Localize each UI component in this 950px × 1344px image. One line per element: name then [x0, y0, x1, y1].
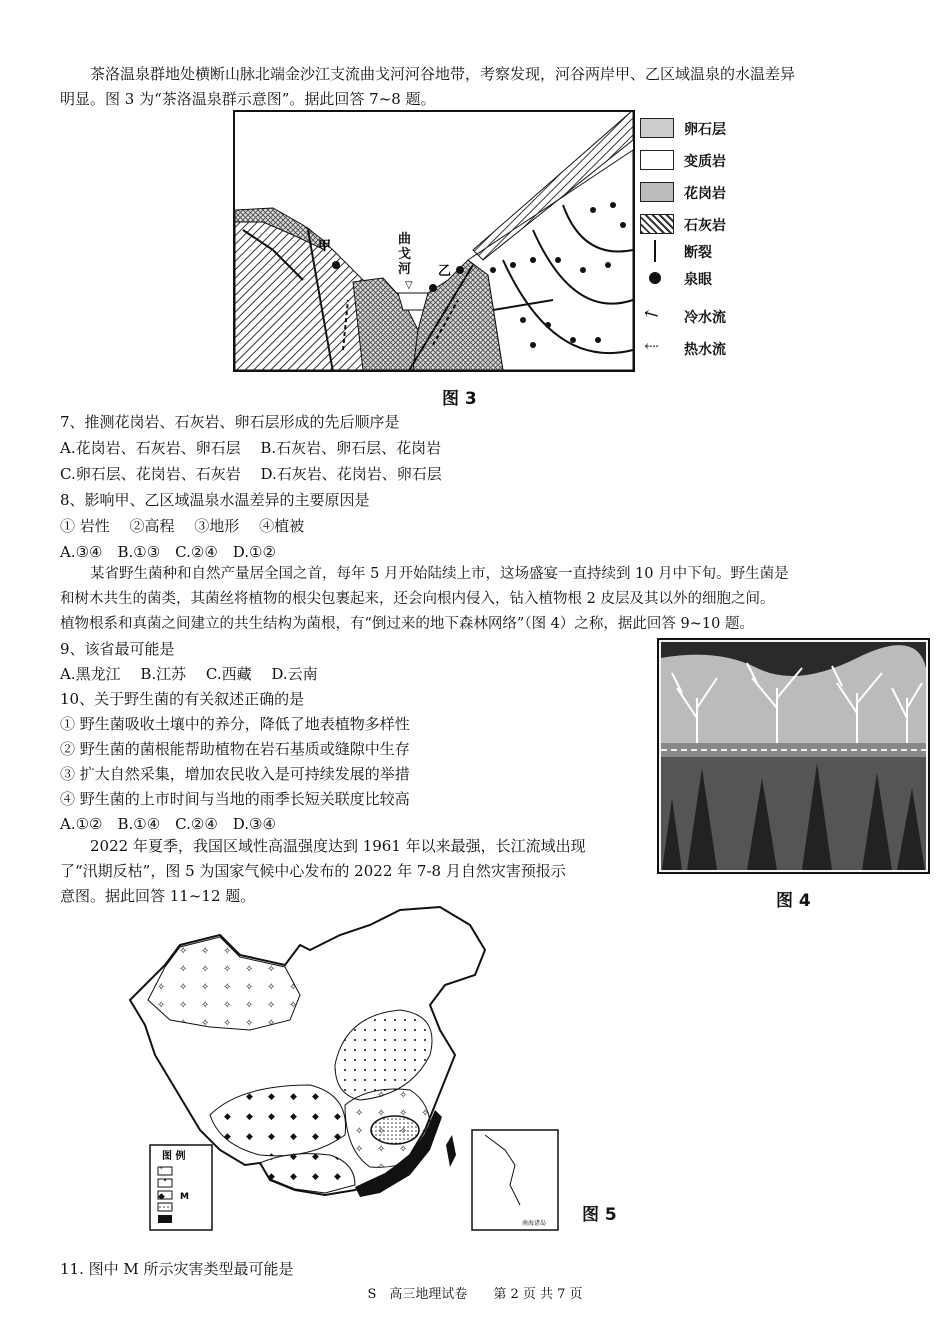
q11-stem: 11. 图中 M 所示灾害类型最可能是 — [60, 1260, 294, 1278]
legend-metamorphic-swatch — [640, 150, 674, 170]
q7-options-row1: A.花岗岩、石灰岩、卵石层 B.石灰岩、卵石层、花岗岩 — [60, 439, 442, 457]
fig5-legend-title: 图 例 — [162, 1151, 186, 1162]
legend-cold-flow: 冷水流 — [684, 310, 726, 326]
intro1-line2: 明显。图 3 为“茶洛温泉群示意图”。据此回答 7~8 题。 — [60, 90, 436, 108]
q10-options: A.①② B.①④ C.②④ D.③④ — [60, 815, 276, 833]
figure-3-diagram — [233, 110, 635, 372]
cold-flow-arrow-icon: ↖ — [639, 301, 664, 328]
fig3-jia-label: 甲 — [318, 239, 332, 254]
q10-statement-2: ② 野生菌的菌根能帮助植物在岩石基质或缝隙中生存 — [60, 740, 410, 758]
page-footer: S 高三地理试卷 第 2 页 共 7 页 — [367, 1287, 583, 1302]
q10-stem: 10、关于野生菌的有关叙述正确的是 — [60, 690, 305, 708]
intro2-line1: 某省野生菌种和自然产量居全国之首，每年 5 月开始陆续上市，这场盛宴一直持续到 10 月中下旬。野生菌是 — [90, 566, 789, 582]
q8-options: A.③④ B.①③ C.②④ D.①② — [60, 543, 276, 561]
intro3-line2: 了“汛期反枯”，图 5 为国家气候中心发布的 2022 年 7-8 月自然灾害预报示 — [60, 862, 566, 880]
legend-metamorphic: 变质岩 — [684, 154, 726, 170]
q7-options-row2: C.卵石层、花岗岩、石灰岩 D.石灰岩、花岗岩、卵石层 — [60, 465, 442, 483]
legend-limestone: 石灰岩 — [684, 218, 726, 234]
fig5-m-label: M — [180, 1192, 189, 1202]
spring-icon — [649, 272, 661, 284]
fig3-caption: 图 3 — [442, 389, 477, 409]
fig5-inset-label: 南海诸岛 — [522, 1220, 547, 1227]
figure-5-map — [110, 905, 565, 1235]
q10-statement-3: ③ 扩大自然采集，增加农民收入是可持续发展的举措 — [60, 765, 410, 783]
svg-text:▽: ▽ — [405, 280, 413, 291]
fig5-caption: 图 5 — [582, 1205, 617, 1225]
figure-4-photo — [657, 638, 930, 874]
hot-flow-arrow-icon: ⇠ — [644, 336, 660, 357]
fig3-river-label: 曲戈河 — [398, 232, 412, 277]
legend-fault: 断裂 — [684, 245, 712, 261]
fig3-legend — [640, 118, 750, 368]
q8-items: ① 岩性 ②高程 ③地形 ④植被 — [60, 517, 305, 535]
intro2-line2: 和树木共生的菌类，其菌丝将植物的根尖包裹起来，还会向根内侵入，钻入植物根 2 皮层及其以外的细胞之间。 — [60, 591, 775, 607]
legend-pebble: 卵石层 — [684, 122, 726, 138]
legend-spring: 泉眼 — [684, 272, 712, 288]
intro3-line3: 意图。据此回答 11~12 题。 — [60, 887, 256, 905]
intro2-line3: 植物根系和真菌之间建立的共生结构为菌根，有“倒过来的地下森林网络”（图 4）之称，据此回答 9~10 题。 — [60, 616, 754, 632]
legend-limestone-swatch — [640, 214, 674, 234]
fig3-yi-label: 乙 — [438, 264, 452, 279]
q10-statement-4: ④ 野生菌的上市时间与当地的雨季长短关联度比较高 — [60, 790, 410, 808]
q9-stem: 9、该省最可能是 — [60, 640, 175, 658]
fig4-caption: 图 4 — [776, 891, 811, 911]
q7-stem: 7、推测花岗岩、石灰岩、卵石层形成的先后顺序是 — [60, 413, 400, 431]
fault-line-icon — [654, 240, 656, 262]
intro3-line1: 2022 年夏季，我国区域性高温强度达到 1961 年以来最强，长江流域出现 — [90, 837, 586, 855]
intro1-line1: 茶洛温泉群地处横断山脉北端金沙江支流曲戈河河谷地带，考察发现，河谷两岸甲、乙区域温泉的水温差异 — [90, 65, 796, 83]
legend-granite-swatch — [640, 182, 674, 202]
legend-hot-flow: 热水流 — [684, 342, 726, 358]
q9-options: A.黑龙江 B.江苏 C.西藏 D.云南 — [60, 665, 318, 683]
legend-pebble-swatch — [640, 118, 674, 138]
legend-granite: 花岗岩 — [684, 186, 726, 202]
q10-statement-1: ① 野生菌吸收土壤中的养分，降低了地表植物多样性 — [60, 715, 410, 733]
q8-stem: 8、影响甲、乙区域温泉水温差异的主要原因是 — [60, 491, 370, 509]
